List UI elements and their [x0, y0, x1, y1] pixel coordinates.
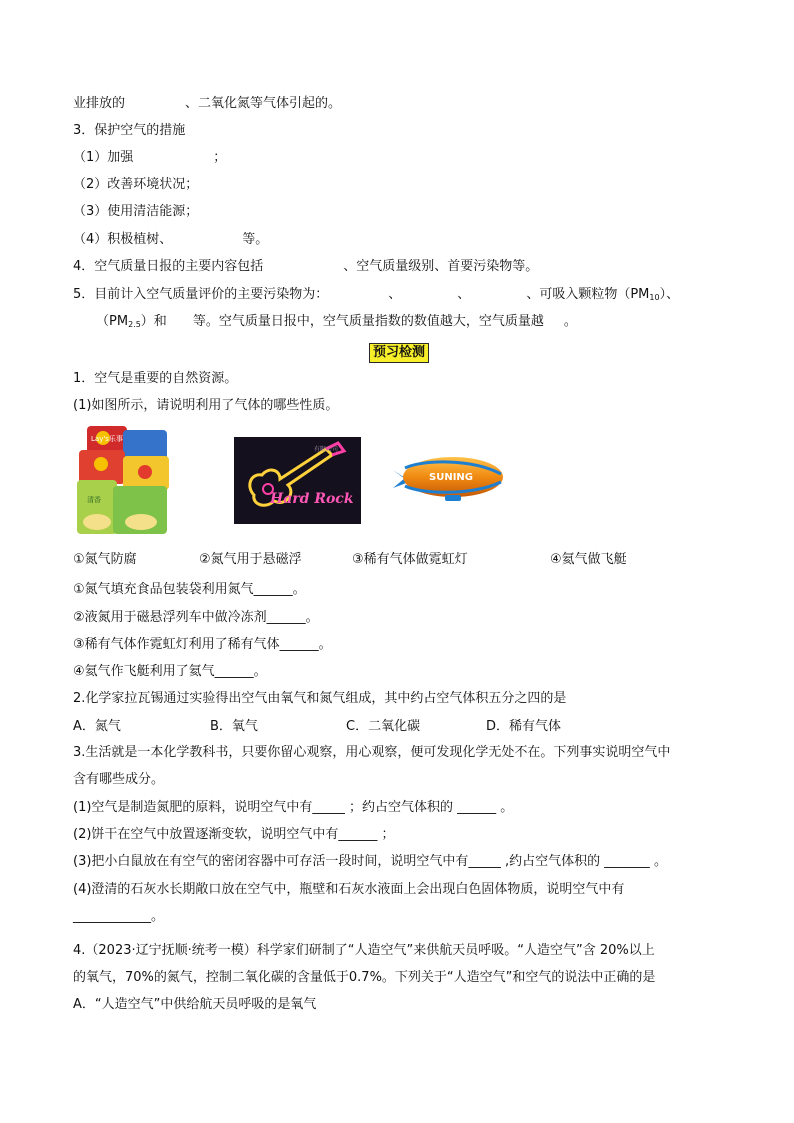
blimp-image	[391, 450, 507, 508]
image-caption-3: ③稀有气体做霓虹灯	[352, 552, 468, 567]
pollutants-line: 5．目前计入空气质量评价的主要污染物为： 、 、 、可吸入颗粒物$(PM_{10})$、	[73, 287, 680, 302]
q1-item-1: ①氮气填充食品包装袋利用氮气______。	[73, 582, 306, 597]
protection-item-3: （3）使用清洁能源；	[73, 204, 199, 219]
blimp-text: SUNING	[429, 472, 473, 483]
protection-item-4: （4）积极植树、 等。	[73, 232, 269, 247]
chips-image	[73, 424, 185, 536]
protection-item-2: （2）改善环境状况；	[73, 177, 199, 192]
q1-item-2: ②液氮用于磁悬浮列车中做冷冻剂______。	[73, 610, 319, 625]
chips-brand-text-2: 清香	[87, 496, 101, 504]
q2-stem: 2.化学家拉瓦锡通过实验得出空气由氧气和氮气组成，其中约占空气体积五分之四的是	[73, 691, 567, 706]
q2-option-b: B．氧气	[210, 719, 258, 734]
q3-item-3: (3)把小白鼠放在有空气的密闭容器中可存活一段时间，说明空气中有_____ ,约占空气体积的 _______ 。	[73, 854, 667, 869]
q4-option-a: A．“人造空气”中供给航天员呼吸的是氧气	[73, 997, 317, 1012]
image-caption-4: ④氦气做飞艇	[550, 552, 627, 567]
pollutants-line-2: $(PM_{2.5})$和 等。空气质量日报中，空气质量指数的数值越大，空气质量越 。	[96, 314, 577, 329]
section-title-preview-check: 预习检测	[369, 343, 429, 363]
neon-sign-image	[234, 437, 361, 524]
q1-item-4: ④氦气作飞艇利用了氦气______。	[73, 664, 267, 679]
q3-item-1: (1)空气是制造氮肥的原料，说明空气中有_____ ；约占空气体积的 ______ 。	[73, 800, 514, 815]
q2-option-c: C．二氧化碳	[346, 719, 421, 734]
q3-stem-1: 3.生活就是一本化学教科书，只要你留心观察，用心观察，便可发现化学无处不在。下列事实说明空气中	[73, 745, 671, 760]
q1-sub: (1)如图所示，请说明利用了气体的哪些性质。	[73, 398, 339, 413]
aqi-report-line: 4．空气质量日报的主要内容包括 、空气质量级别、首要污染物等。	[73, 259, 539, 274]
q1-item-3: ③稀有气体作霓虹灯利用了稀有气体______。	[73, 637, 332, 652]
q4-stem-2: 的氧气，70%的氮气，控制二氧化碳的含量低于0.7%。下列关于“人造空气”和空气的说法中正确的是	[73, 970, 656, 985]
neon-text: Hard Rock	[270, 491, 354, 507]
q3-item-4-blank: ____________。	[73, 909, 165, 924]
chips-brand-text: Lay's乐事	[91, 435, 123, 443]
q2-option-a: A．氮气	[73, 719, 121, 734]
q3-stem-2: 含有哪些成分。	[73, 772, 165, 787]
q1-stem: 1．空气是重要的自然资源。	[73, 371, 238, 386]
q3-item-4: (4)澄清的石灰水长期敞口放在空气中，瓶壁和石灰水液面上会出现白色固体物质，说明空气中有	[73, 882, 625, 897]
q4-stem-1: 4.（2023·辽宁抚顺·统考一模）科学家们研制了“人造空气”来供航天员呼吸。“人造空气”含 20%以上	[73, 943, 655, 958]
protection-item-1: （1）加强 ；	[73, 150, 227, 165]
q2-option-d: D．稀有气体	[486, 719, 562, 734]
image-caption-1: ①氮气防腐	[73, 552, 137, 567]
image-caption-2: ②氮气用于悬磁浮	[199, 552, 302, 567]
text-line-1: 业排放的 、二氧化氮等气体引起的。	[73, 96, 342, 111]
protection-heading: 3．保护空气的措施	[73, 123, 186, 138]
q3-item-2: (2)饼干在空气中放置逐渐变软，说明空气中有______ ；	[73, 827, 395, 842]
neon-small-text: 有限公司	[314, 446, 339, 453]
